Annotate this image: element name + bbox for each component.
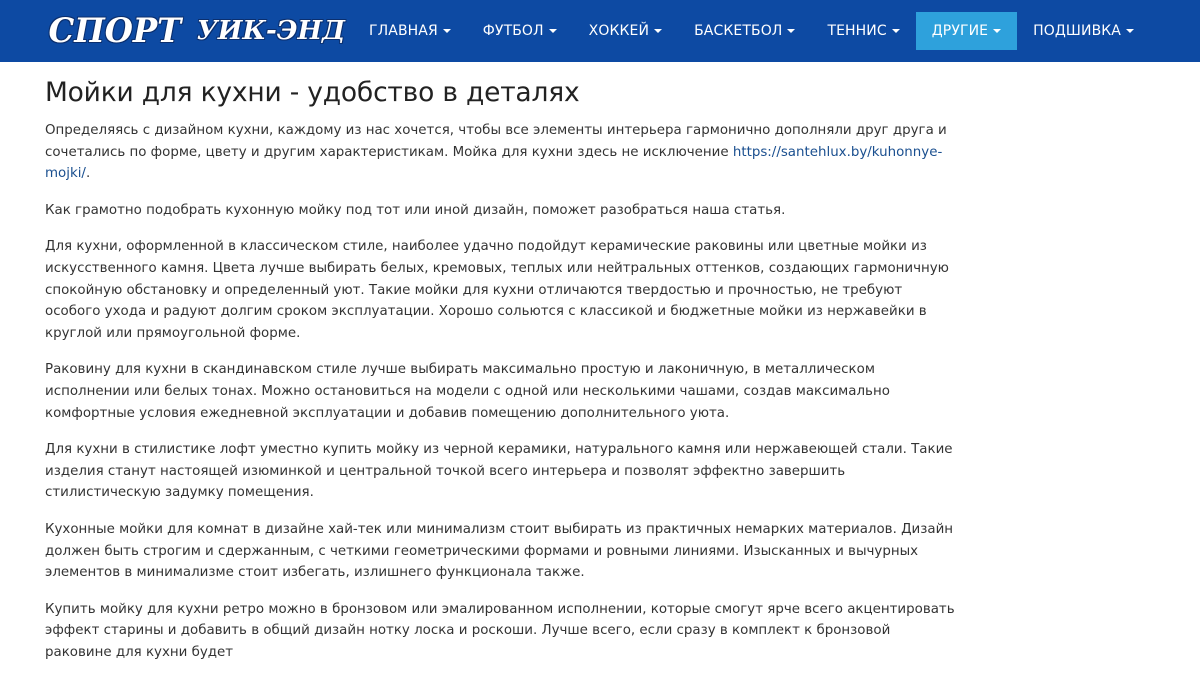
santehlux-link[interactable]: https://santehlux.by/kuhonnye-mojki/	[45, 144, 943, 182]
nav-item-main[interactable]	[353, 12, 467, 50]
nav-item-label: БАСКЕТБОЛ	[694, 23, 783, 39]
caret-down-icon	[549, 29, 557, 33]
site-logo[interactable]	[45, 7, 345, 55]
paragraph-end: .	[85, 166, 91, 182]
logo-word-sport: СПОРТ	[48, 11, 182, 51]
nav-item-label: ДРУГИЕ	[931, 23, 989, 39]
caret-down-icon	[787, 29, 795, 33]
page-title: Мойки для кухни - удобство в деталях	[45, 77, 580, 108]
nav-item-tennis[interactable]	[811, 12, 915, 50]
nav-item-label: ГЛАВНАЯ	[369, 23, 438, 39]
caret-down-icon	[443, 29, 451, 33]
nav-item-football[interactable]	[467, 12, 573, 50]
nav-item-hockey[interactable]	[573, 12, 678, 50]
nav-item-label: ФУТБОЛ	[482, 23, 544, 39]
article-paragraph: Как грамотно подобрать кухонную мойку под тот или иной дизайн, поможет разобраться наша статья.	[45, 202, 786, 218]
caret-down-icon	[1126, 29, 1134, 33]
article-paragraph: Кухонные мойки для комнат в дизайне хай-тек или минимализм стоит выбирать из практичных немарких материалов. Дизайн должен быть строгим и сдержанным, с четкими геометрическими формами и ровными линиями. Изысканных и вычурных элементов в минимализме стоит избегать, излишнего функционала также.	[45, 521, 954, 581]
paragraph-text: Определяясь с дизайном кухни, каждому из нас хочется, чтобы все элементы интерьера гармонично дополняли друг друга и сочетались по форме, цвету и другим характеристикам. Мойка для кухни здесь не исключение	[45, 123, 947, 160]
article	[45, 74, 961, 678]
nav-item-basketball[interactable]	[678, 12, 811, 50]
article-paragraph: Купить мойку для кухни ретро можно в бронзовом или эмалированном исполнении, которые смогут ярче всего акцентировать эффект старины и добавить в общий дизайн нотку лоска и роскоши. Лучше всего, если сразу в комплект к бронзовой раковине для кухни будет	[45, 601, 955, 660]
top-navbar	[0, 0, 1200, 62]
nav-item-other[interactable]	[916, 12, 1017, 50]
caret-down-icon	[654, 29, 662, 33]
article-paragraph: Для кухни, оформленной в классическом стиле, наиболее удачно подойдут керамические раковины или цветные мойки из искусственного камня. Цвета лучше выбирать белых, кремовых, теплых или нейтральных оттенков, создающих гармоничную спокойную обстановку и определенный уют. Такие мойки для кухни отличаются твердостью и прочностью, не требуют особого ухода и радуют долгим сроком эксплуатации. Хорошо сольются с классикой и бюджетные мойки из нержавейки в круглой или прямоугольной форме.	[45, 239, 949, 341]
article-paragraph	[45, 120, 961, 185]
article-paragraph: Раковину для кухни в скандинавском стиле лучше выбирать максимально простую и лаконичную, в металлическом исполнении или белых тонах. Можно остановиться на модели с одной или несколькими чашами, создав максимально комфортные условия ежедневной эксплуатации и добавив помещению дополнительного уюта.	[45, 362, 890, 421]
article-paragraph: Для кухни в стилистике лофт уместно купить мойку из черной керамики, натурального камня или нержавеющей стали. Такие изделия станут настоящей изюминкой и центральной точкой всего интерьера и позволят эффектно завершить стилистическую задумку помещения.	[45, 442, 953, 501]
nav-item-archive[interactable]	[1017, 12, 1150, 50]
caret-down-icon	[993, 29, 1001, 33]
caret-down-icon	[892, 29, 900, 33]
logo-word-weekend: УИК-ЭНД	[196, 16, 346, 46]
nav-item-label: ХОККЕЙ	[588, 23, 650, 39]
nav-item-label: ТЕННИС	[827, 23, 887, 39]
main-nav	[353, 12, 1150, 50]
nav-item-label: ПОДШИВКА	[1033, 23, 1121, 39]
